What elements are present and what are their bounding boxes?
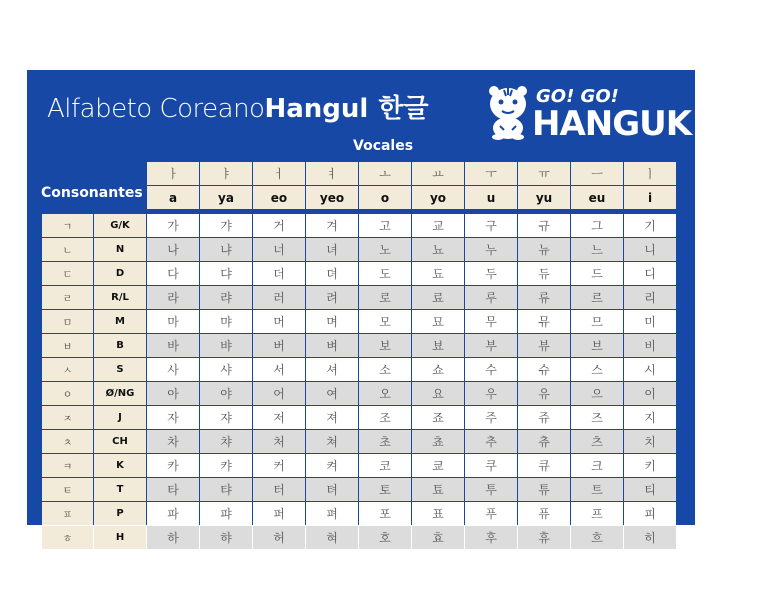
consonant-jamo: ㄹ (42, 286, 93, 309)
syllable-cell: 샤 (200, 358, 252, 381)
syllable-cell: 퓨 (518, 502, 570, 525)
syllable-cell: 두 (465, 262, 517, 285)
syllable-cell: 토 (359, 478, 411, 501)
consonant-jamo: ㅈ (42, 406, 93, 429)
consonant-romanization: CH (94, 430, 146, 453)
syllable-cell: 구 (465, 214, 517, 237)
syllable-cell: 오 (359, 382, 411, 405)
syllable-cell: 커 (253, 454, 305, 477)
syllable-cell: 므 (571, 310, 623, 333)
syllable-cell: 노 (359, 238, 411, 261)
syllable-cell: 가 (147, 214, 199, 237)
syllable-cell: 니 (624, 238, 676, 261)
syllable-cell: 슈 (518, 358, 570, 381)
syllable-cell: 뮤 (518, 310, 570, 333)
syllable-cell: 브 (571, 334, 623, 357)
syllable-cell: 주 (465, 406, 517, 429)
syllable-cell: 서 (253, 358, 305, 381)
consonant-jamo: ㅁ (42, 310, 93, 333)
title-light: Alfabeto Coreano (47, 94, 265, 124)
syllable-cell: 지 (624, 406, 676, 429)
title-korean: 한글 (378, 94, 429, 124)
syllable-cell: 우 (465, 382, 517, 405)
syllable-cell: 쵸 (412, 430, 464, 453)
vowel-jamo: ㅗ (359, 162, 411, 185)
consonant-jamo: ㅇ (42, 382, 93, 405)
vowel-romanization: yu (518, 186, 570, 209)
vowel-jamo: ㅓ (253, 162, 305, 185)
vowel-romanization: eu (571, 186, 623, 209)
syllable-cell: 그 (571, 214, 623, 237)
syllable-cell: 요 (412, 382, 464, 405)
tiger-mascot-icon (482, 82, 534, 140)
syllable-cell: 트 (571, 478, 623, 501)
hangul-chart-card (27, 70, 695, 545)
syllable-cell: 뉴 (518, 238, 570, 261)
syllable-cell: 료 (412, 286, 464, 309)
consonants-heading: Consonantes (41, 185, 143, 201)
consonant-romanization: J (94, 406, 146, 429)
syllable-cell: 보 (359, 334, 411, 357)
syllable-cell: 다 (147, 262, 199, 285)
consonant-romanization: D (94, 262, 146, 285)
syllable-cell: 쿄 (412, 454, 464, 477)
syllable-cell: 표 (412, 502, 464, 525)
syllable-cell: 치 (624, 430, 676, 453)
syllable-cell: 더 (253, 262, 305, 285)
syllable-cell: 기 (624, 214, 676, 237)
syllable-cell: 투 (465, 478, 517, 501)
syllable-cell: 텨 (306, 478, 358, 501)
syllable-cell: 며 (306, 310, 358, 333)
syllable-cell: 여 (306, 382, 358, 405)
consonant-romanization: P (94, 502, 146, 525)
consonant-romanization: M (94, 310, 146, 333)
syllable-cell: 호 (359, 526, 411, 549)
syllable-cell: 냐 (200, 238, 252, 261)
syllable-cell: 라 (147, 286, 199, 309)
vowel-romanization: i (624, 186, 676, 209)
syllable-cell: 쟈 (200, 406, 252, 429)
syllable-cell: 포 (359, 502, 411, 525)
syllable-cell: 타 (147, 478, 199, 501)
syllable-cell: 랴 (200, 286, 252, 309)
syllable-cell: 고 (359, 214, 411, 237)
vowel-jamo: ㅣ (624, 162, 676, 185)
vowel-jamo: ㅠ (518, 162, 570, 185)
syllable-cell: 휴 (518, 526, 570, 549)
vowel-jamo: ㅡ (571, 162, 623, 185)
syllable-cell: 드 (571, 262, 623, 285)
syllable-cell: 먀 (200, 310, 252, 333)
syllable-cell: 버 (253, 334, 305, 357)
syllable-cell: 모 (359, 310, 411, 333)
syllable-cell: 묘 (412, 310, 464, 333)
syllable-cell: 이 (624, 382, 676, 405)
syllable-cell: 쿠 (465, 454, 517, 477)
title-bold: Hangul (264, 94, 369, 124)
syllable-cell: 푸 (465, 502, 517, 525)
vowel-romanization: o (359, 186, 411, 209)
syllable-cell: 바 (147, 334, 199, 357)
consonant-jamo: ㄱ (42, 214, 93, 237)
chart-title (47, 88, 429, 125)
syllable-cell: 탸 (200, 478, 252, 501)
syllable-cell: 마 (147, 310, 199, 333)
consonant-romanization: T (94, 478, 146, 501)
syllable-cell: 셔 (306, 358, 358, 381)
vowel-jamo: ㅏ (147, 162, 199, 185)
vowel-jamo: ㅛ (412, 162, 464, 185)
go-go-hanguk-logo (482, 82, 692, 142)
vowel-romanization: yeo (306, 186, 358, 209)
syllable-cell: 머 (253, 310, 305, 333)
consonant-jamo: ㅅ (42, 358, 93, 381)
syllable-cell: 져 (306, 406, 358, 429)
syllable-cell: 됴 (412, 262, 464, 285)
vowel-romanization: eo (253, 186, 305, 209)
vowel-jamo: ㅑ (200, 162, 252, 185)
syllable-cell: 효 (412, 526, 464, 549)
syllable-cell: 비 (624, 334, 676, 357)
syllable-cell: 나 (147, 238, 199, 261)
consonant-romanization: B (94, 334, 146, 357)
syllable-cell: 거 (253, 214, 305, 237)
syllable-cell: 스 (571, 358, 623, 381)
consonant-jamo: ㅊ (42, 430, 93, 453)
syllable-cell: 퍼 (253, 502, 305, 525)
syllable-cell: 티 (624, 478, 676, 501)
vowel-romanization: u (465, 186, 517, 209)
vowel-romanization: a (147, 186, 199, 209)
syllable-cell: 디 (624, 262, 676, 285)
syllable-cell: 혀 (306, 526, 358, 549)
syllable-cell: 무 (465, 310, 517, 333)
syllable-cell: 려 (306, 286, 358, 309)
syllable-cell: 누 (465, 238, 517, 261)
syllable-cell: 차 (147, 430, 199, 453)
syllable-cell: 쳐 (306, 430, 358, 453)
syllable-cell: 너 (253, 238, 305, 261)
syllable-cell: 키 (624, 454, 676, 477)
syllable-cell: 하 (147, 526, 199, 549)
syllable-cell: 뱌 (200, 334, 252, 357)
consonant-jamo: ㅌ (42, 478, 93, 501)
syllable-cell: 캬 (200, 454, 252, 477)
syllable-cell: 켜 (306, 454, 358, 477)
syllable-cell: 피 (624, 502, 676, 525)
syllable-cell: 미 (624, 310, 676, 333)
syllable-cell: 수 (465, 358, 517, 381)
syllable-cell: 벼 (306, 334, 358, 357)
syllable-cell: 츄 (518, 430, 570, 453)
syllable-cell: 펴 (306, 502, 358, 525)
syllable-cell: 시 (624, 358, 676, 381)
syllable-cell: 툐 (412, 478, 464, 501)
consonant-romanization: N (94, 238, 146, 261)
syllable-cell: 유 (518, 382, 570, 405)
syllable-cell: 야 (200, 382, 252, 405)
syllable-cell: 뵤 (412, 334, 464, 357)
syllable-cell: 도 (359, 262, 411, 285)
syllable-cell: 허 (253, 526, 305, 549)
vowel-romanization: yo (412, 186, 464, 209)
vowels-heading: Vocales (353, 138, 414, 154)
syllable-cell: 부 (465, 334, 517, 357)
syllable-cell: 크 (571, 454, 623, 477)
syllable-cell: 듀 (518, 262, 570, 285)
syllable-cell: 츠 (571, 430, 623, 453)
logo-go-go: GO! GO! (536, 86, 619, 107)
syllable-cell: 히 (624, 526, 676, 549)
syllable-cell: 코 (359, 454, 411, 477)
syllable-cell: 죠 (412, 406, 464, 429)
syllable-cell: 즈 (571, 406, 623, 429)
vowel-jamo: ㅜ (465, 162, 517, 185)
syllable-cell: 처 (253, 430, 305, 453)
consonant-romanization: S (94, 358, 146, 381)
syllable-cell: 흐 (571, 526, 623, 549)
syllable-cell: 파 (147, 502, 199, 525)
syllable-cell: 뷰 (518, 334, 570, 357)
consonant-romanization: Ø/NG (94, 382, 146, 405)
syllable-cell: 러 (253, 286, 305, 309)
syllable-cell: 추 (465, 430, 517, 453)
syllable-cell: 르 (571, 286, 623, 309)
consonant-jamo: ㅍ (42, 502, 93, 525)
syllable-cell: 소 (359, 358, 411, 381)
syllable-cell: 튜 (518, 478, 570, 501)
syllable-cell: 후 (465, 526, 517, 549)
vowel-jamo: ㅕ (306, 162, 358, 185)
syllable-cell: 댜 (200, 262, 252, 285)
syllable-cell: 으 (571, 382, 623, 405)
consonant-romanization: R/L (94, 286, 146, 309)
syllable-cell: 루 (465, 286, 517, 309)
syllable-cell: 퍄 (200, 502, 252, 525)
consonant-jamo: ㅋ (42, 454, 93, 477)
syllable-cell: 큐 (518, 454, 570, 477)
syllable-cell: 느 (571, 238, 623, 261)
syllable-cell: 조 (359, 406, 411, 429)
syllable-cell: 쥬 (518, 406, 570, 429)
syllable-cell: 녀 (306, 238, 358, 261)
syllable-cell: 저 (253, 406, 305, 429)
syllable-cell: 뎌 (306, 262, 358, 285)
consonant-romanization: H (94, 526, 146, 549)
syllable-cell: 쇼 (412, 358, 464, 381)
logo-hanguk: HANGUK (532, 104, 692, 144)
consonant-romanization: K (94, 454, 146, 477)
consonant-romanization: G/K (94, 214, 146, 237)
syllable-cell: 챠 (200, 430, 252, 453)
vowel-romanization: ya (200, 186, 252, 209)
syllable-cell: 아 (147, 382, 199, 405)
syllable-cell: 자 (147, 406, 199, 429)
consonant-jamo: ㅎ (42, 526, 93, 549)
syllable-cell: 초 (359, 430, 411, 453)
consonant-jamo: ㄴ (42, 238, 93, 261)
syllable-cell: 프 (571, 502, 623, 525)
syllable-cell: 사 (147, 358, 199, 381)
syllable-cell: 로 (359, 286, 411, 309)
syllable-cell: 카 (147, 454, 199, 477)
syllable-cell: 뇨 (412, 238, 464, 261)
syllable-cell: 햐 (200, 526, 252, 549)
syllable-cell: 터 (253, 478, 305, 501)
syllable-cell: 규 (518, 214, 570, 237)
syllable-cell: 겨 (306, 214, 358, 237)
consonant-jamo: ㄷ (42, 262, 93, 285)
syllable-cell: 어 (253, 382, 305, 405)
consonant-jamo: ㅂ (42, 334, 93, 357)
syllable-cell: 리 (624, 286, 676, 309)
syllable-cell: 갸 (200, 214, 252, 237)
syllable-cell: 류 (518, 286, 570, 309)
syllable-cell: 교 (412, 214, 464, 237)
